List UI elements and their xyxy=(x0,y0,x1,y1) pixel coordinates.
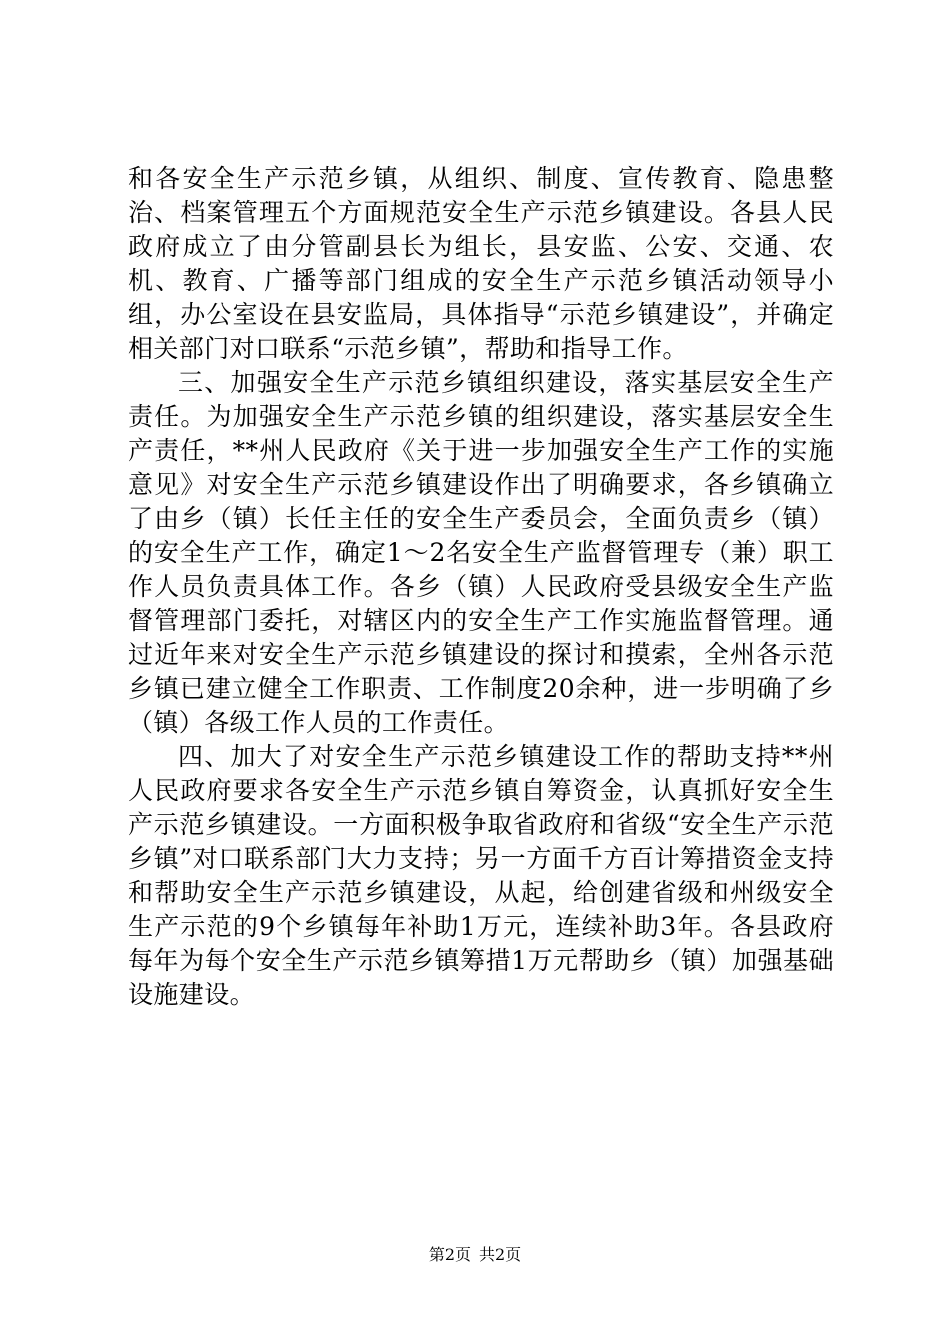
paragraph-3: 四、加大了对安全生产示范乡镇建设工作的帮助支持**州人民政府要求各安全生产示范乡镇自筹资金，认真抓好安全生产示范乡镇建设。一方面积极争取省政府和省级“安全生产示范乡镇”对口联系部门大力支持；另一方面千方百计筹措资金支持和帮助安全生产示范乡镇建设，从起，给创建省级和州级安全生产示范的9个乡镇每年补助1万元，连续补助3年。各县政府每年为每个安全生产示范乡镇筹措1万元帮助乡（镇）加强基础设施建设。 xyxy=(128,742,834,1009)
page-number: 第2页 xyxy=(428,1245,471,1264)
document-body xyxy=(128,162,834,1012)
paragraph-1: 和各安全生产示范乡镇，从组织、制度、宣传教育、隐患整治、档案管理五个方面规范安全生产示范乡镇建设。各县人民政府成立了由分管副县长为组长，县安监、公安、交通、农机、教育、广播等部门组成的安全生产示范乡镇活动领导小组，办公室设在县安监局，具体指导“示范乡镇建设”，并确定相关部门对口联系“示范乡镇”，帮助和指导工作。 xyxy=(128,164,834,363)
paragraph-2: 三、加强安全生产示范乡镇组织建设，落实基层安全生产责任。为加强安全生产示范乡镇的组织建设，落实基层安全生产责任，**州人民政府《关于进一步加强安全生产工作的实施意见》对安全生产示范乡镇建设作出了明确要求，各乡镇确立了由乡（镇）长任主任的安全生产委员会，全面负责乡（镇）的安全生产工作，确定1～2名安全生产监督管理专（兼）职工作人员负责具体工作。各乡（镇）人民政府受县级安全生产监督管理部门委托，对辖区内的安全生产工作实施监督管理。通过近年来对安全生产示范乡镇建设的探讨和摸索，全州各示范乡镇已建立健全工作职责、工作制度20余种，进一步明确了乡（镇）各级工作人员的工作责任。 xyxy=(128,368,834,737)
page-footer xyxy=(0,1245,950,1265)
page-total: 共2页 xyxy=(479,1245,522,1264)
